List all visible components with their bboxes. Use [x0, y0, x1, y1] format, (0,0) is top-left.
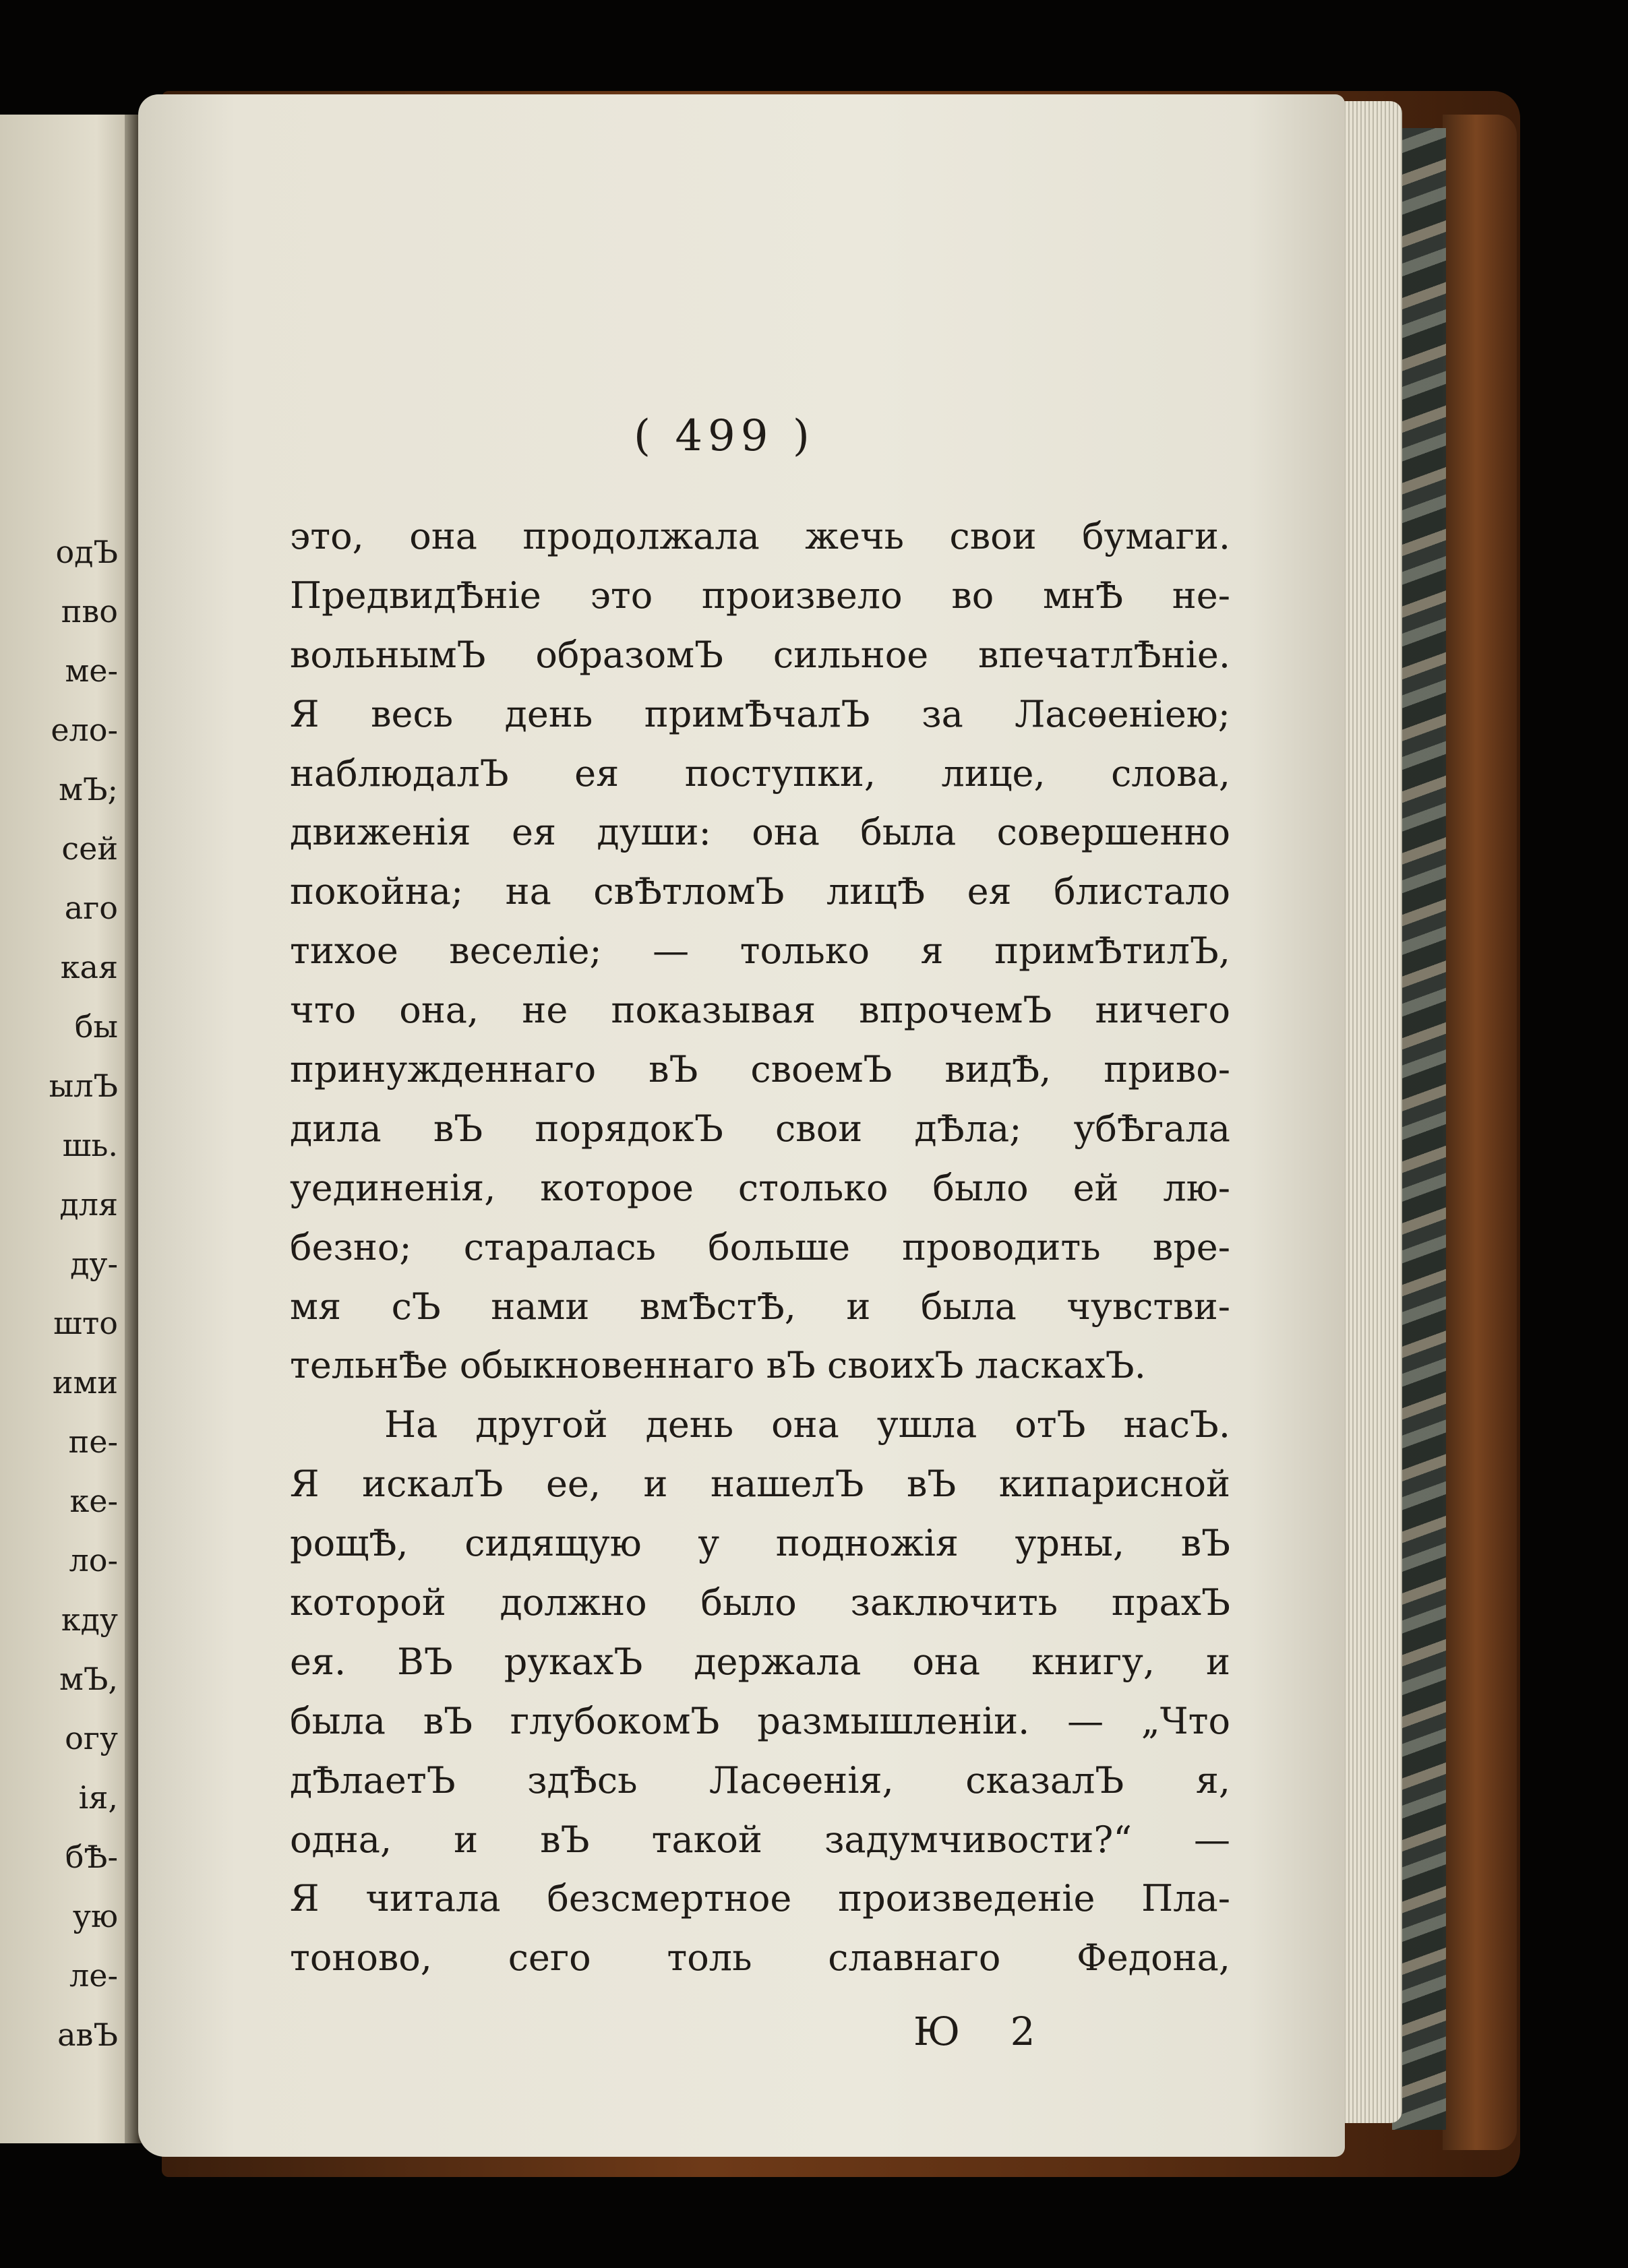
text-line: принужденнаго вЪ своемЪ видѢ, приво- — [290, 1048, 1230, 1091]
right-page — [138, 94, 1345, 2157]
left-fragment: мЪ; — [59, 771, 118, 807]
left-fragment: ду- — [70, 1246, 118, 1282]
text-line: дила вЪ порядокЪ свои дѢла; убѢгала — [290, 1107, 1230, 1150]
text-line: Я читала безсмертное произведеніе Пла- — [290, 1877, 1230, 1920]
text-line: рощѢ, сидящую у подножія урны, вЪ — [290, 1522, 1230, 1565]
left-fragment: бы — [74, 1008, 118, 1045]
left-fragment: авЪ — [57, 2017, 118, 2053]
text-line: дѢлаетЪ здѢсь Ласѳенія, сказалЪ я, — [290, 1758, 1230, 1802]
paragraph-start-line: На другой день она ушла отЪ насЪ. — [384, 1403, 1230, 1446]
text-line: которой должно было заключить прахЪ — [290, 1581, 1230, 1624]
page-body — [290, 507, 1230, 1988]
left-fragment: мЪ, — [59, 1661, 118, 1697]
left-fragment: сей — [61, 830, 118, 867]
text-line: это, она продолжала жечь свои бумаги. — [290, 515, 1230, 557]
text-line: тихое веселіе; — только я примѢтилЪ, — [290, 929, 1230, 973]
text-line: что она, не показывая впрочемЪ ничего — [290, 989, 1230, 1032]
text-line: тоново, сего толь славнаго Федона, — [290, 1936, 1230, 1980]
left-fragment: одЪ — [55, 534, 118, 570]
left-fragment: пво — [61, 593, 118, 630]
signature-mark: Ю 2 — [913, 2009, 1054, 2054]
left-fragment: для — [59, 1186, 118, 1223]
text-line: вольнымЪ образомЪ сильное впечатлѢніе. — [290, 633, 1230, 676]
left-fragment: пе- — [68, 1423, 118, 1460]
left-fragment: шь. — [62, 1127, 118, 1163]
left-fragment: бѢ- — [65, 1839, 118, 1875]
left-fragment: ело- — [51, 712, 118, 748]
text-line: уединенія, которое столько было ей лю- — [290, 1166, 1230, 1209]
text-line: ПредвидѢніе это произвело во мнѢ не- — [290, 574, 1230, 617]
left-fragment: ке- — [69, 1483, 118, 1519]
text-line: ея. ВЪ рукахЪ держала она книгу, и — [290, 1640, 1230, 1683]
left-fragment: ло- — [69, 1542, 118, 1579]
text-line: одна, и вЪ такой задумчивости?“ — — [290, 1818, 1230, 1861]
left-fragment: ую — [72, 1898, 118, 1934]
left-fragment: што — [53, 1305, 118, 1341]
text-line: покойна; на свѢтломЪ лицѢ ея блистало — [290, 870, 1230, 913]
left-fragment: ія, — [78, 1779, 118, 1816]
left-fragment: аго — [64, 890, 118, 926]
book-spine-edge — [1443, 115, 1517, 2150]
text-line: Я весь день примѢчалЪ за Ласѳеніею; — [290, 692, 1230, 735]
text-line: была вЪ глубокомЪ размышленіи. — „Что — [290, 1699, 1230, 1742]
left-fragment: огу — [65, 1720, 118, 1756]
left-page-text — [0, 522, 118, 2064]
text-line: наблюдалЪ ея поступки, лице, слова, — [290, 752, 1230, 795]
text-line: движенія ея души: она была совершенно — [290, 811, 1230, 854]
text-line: безно; старалась больше проводить вре- — [290, 1225, 1230, 1268]
left-page — [0, 115, 138, 2143]
page-number: ( 499 ) — [634, 411, 815, 461]
left-fragment: ылЪ — [49, 1068, 118, 1104]
text-line: Я искалЪ ее, и нашелЪ вЪ кипарисной — [290, 1463, 1230, 1506]
left-fragment: кду — [61, 1601, 118, 1638]
left-fragment: ле- — [69, 1957, 118, 1994]
left-fragment: ме- — [65, 652, 118, 689]
left-fragment: кая — [60, 949, 118, 985]
text-line: тельнѢе обыкновеннаго вЪ своихЪ ласкахЪ. — [290, 1344, 1146, 1387]
text-line: мя сЪ нами вмѢстѢ, и была чувстви- — [290, 1285, 1230, 1328]
left-fragment: ими — [52, 1364, 118, 1401]
